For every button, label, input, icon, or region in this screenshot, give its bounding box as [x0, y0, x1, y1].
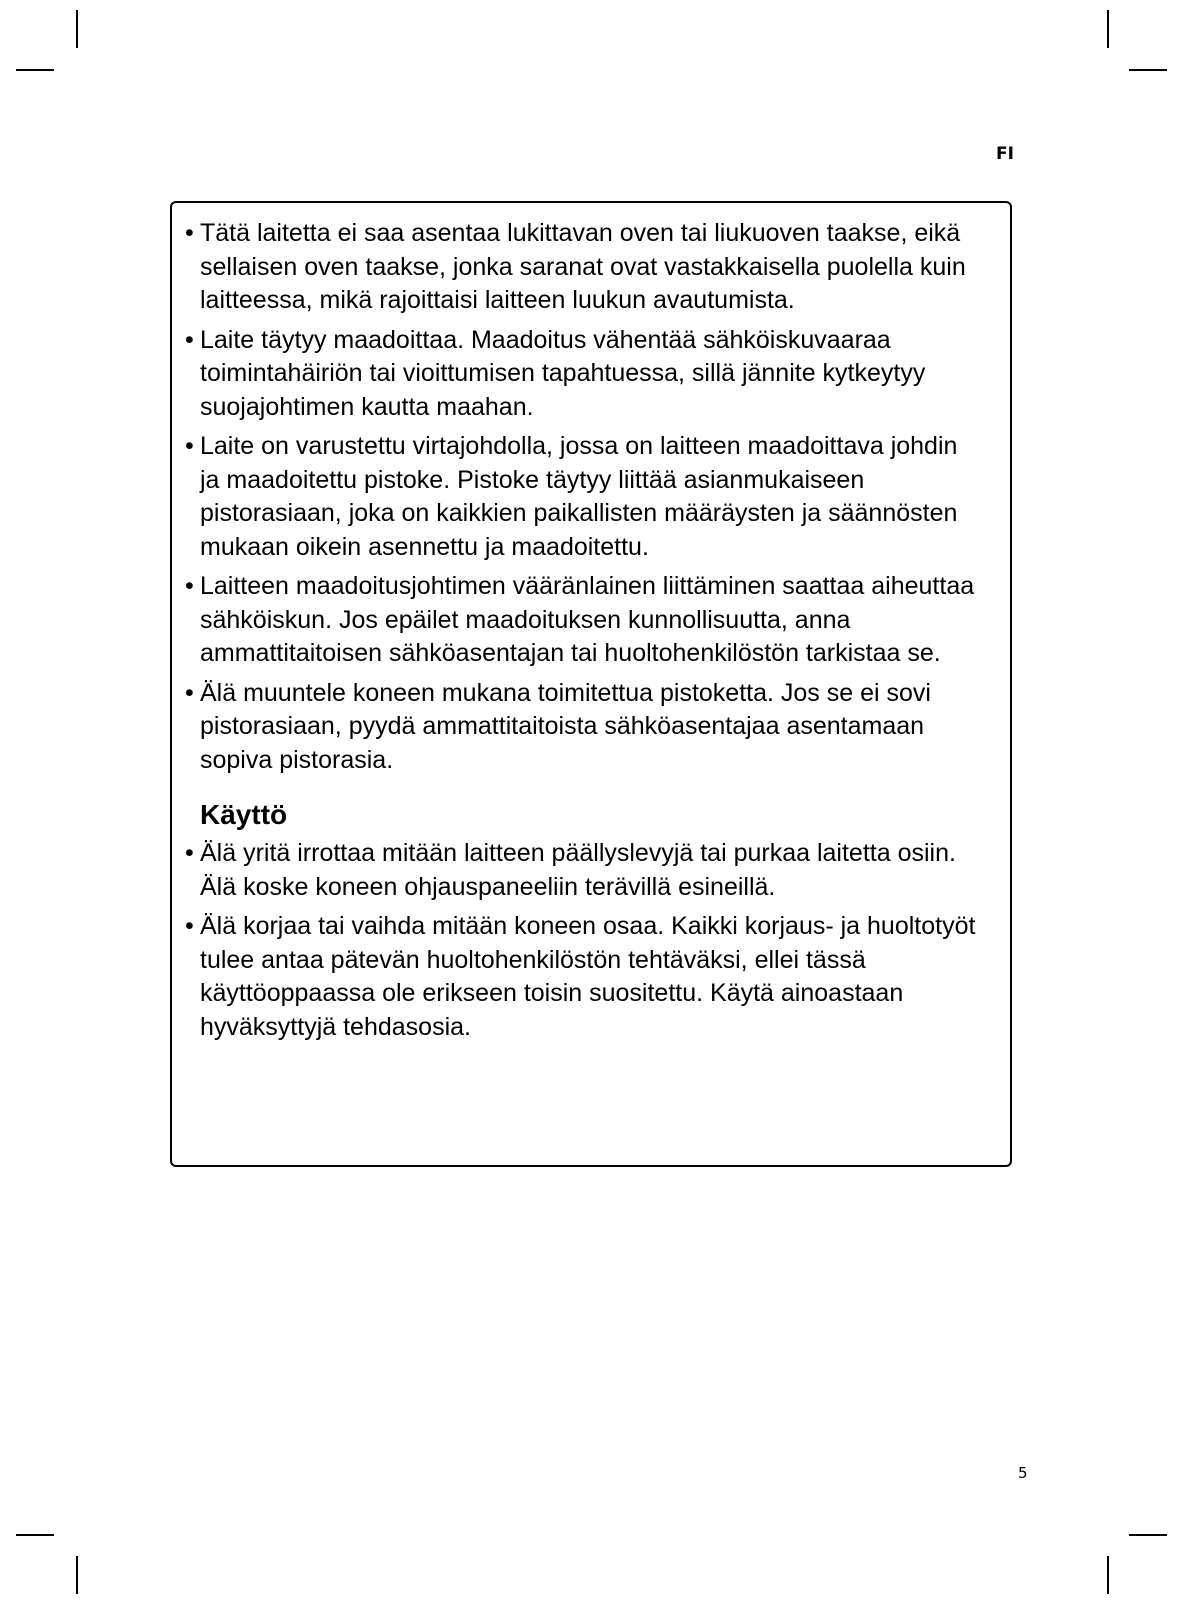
crop-mark-bottom-right-horizontal: [1129, 1534, 1167, 1536]
page-number: 5: [1018, 1464, 1028, 1482]
crop-mark-top-right-horizontal: [1129, 69, 1167, 71]
language-code: FI: [996, 144, 1014, 164]
safety-list: [186, 217, 980, 777]
list-item: • Älä yritä irrottaa mitään laitteen päällyslevyjä tai purkaa laitetta osiin. Älä koske koneen ohjauspaneeliin terävillä esineillä.: [186, 837, 980, 904]
crop-mark-bottom-right-vertical: [1107, 1556, 1109, 1594]
list-item: • Älä muuntele koneen mukana toimitettua pistoketta. Jos se ei sovi pistorasiaan, pyydä ammattitaitoista sähköasentajaa asentamaan sopiva pistorasia.: [186, 677, 980, 778]
list-item: • Älä korjaa tai vaihda mitään koneen osaa. Kaikki korjaus- ja huoltotyöt tulee antaa pätevän huoltohenkilöstön tehtäväksi, ellei tässä käyttöoppaassa ole erikseen toisin suositettu. Käytä ainoastaan hyväksyttyjä tehdasosia.: [186, 910, 980, 1044]
crop-mark-bottom-left-horizontal: [16, 1534, 54, 1536]
usage-list: [186, 837, 980, 1044]
crop-mark-top-right-vertical: [1107, 10, 1109, 48]
crop-mark-top-left-horizontal: [16, 69, 54, 71]
list-item: • Tätä laitetta ei saa asentaa lukittavan oven tai liukuoven taakse, eikä sellaisen oven taakse, jonka saranat ovat vastakkaisella puolella kuin laitteessa, mikä rajoittaisi laitteen luukun avautumista.: [186, 217, 980, 318]
list-item: • Laitteen maadoitusjohtimen vääränlainen liittäminen saattaa aiheuttaa sähköiskun. Jos epäilet maadoituksen kunnollisuutta, anna ammattitaitoisen sähköasentajan tai huoltohenkilöstön tarkistaa se.: [186, 570, 980, 671]
crop-mark-bottom-left-vertical: [76, 1556, 78, 1594]
list-item: • Laite on varustettu virtajohdolla, jossa on laitteen maadoittava johdin ja maadoitettu pistoke. Pistoke täytyy liittää asianmukaiseen pistorasiaan, joka on kaikkien paikallisten määräysten ja säännösten mukaan oikein asennettu ja maadoitettu.: [186, 430, 980, 564]
safety-notice-box: [170, 201, 1012, 1167]
list-item: • Laite täytyy maadoittaa. Maadoitus vähentää sähköiskuvaaraa toimintahäiriön tai vioittumisen tapahtuessa, sillä jännite kytkeytyy suojajohtimen kautta maahan.: [186, 324, 980, 425]
crop-mark-top-left-vertical: [76, 10, 78, 48]
section-heading: Käyttö: [200, 799, 288, 830]
